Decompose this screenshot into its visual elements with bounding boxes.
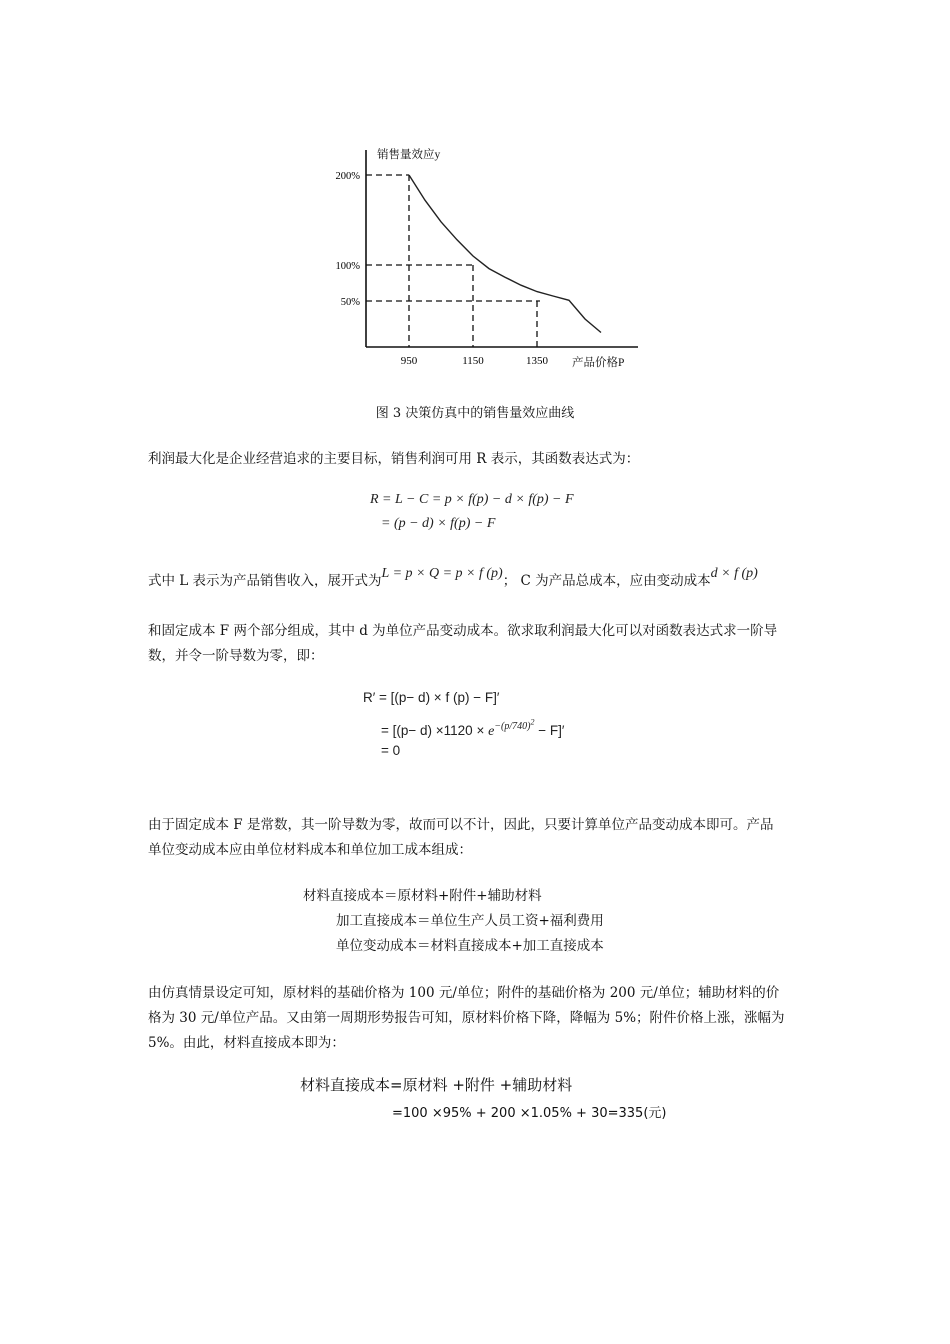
paragraph-scenario-line3: 5%。由此，材料直接成本即为：: [148, 1035, 345, 1051]
calculation-line1: 材料直接成本=原材料 +附件 +辅助材料: [300, 1076, 573, 1094]
equation-profit-line1: R = L − C = p × f(p) − d × f(p) − F: [370, 492, 574, 507]
definition-unit-variable-cost: 单位变动成本＝材料直接成本+加工直接成本: [336, 938, 604, 954]
paragraph-derivative-line1: 和固定成本 F 两个部分组成，其中 d 为单位产品变动成本。欲求取利润最大化可以对函数表达式求一阶导: [148, 623, 778, 639]
x-tick-label: 1350: [526, 355, 548, 367]
equation-derivative-line1: R′ = [(p− d) × f (p) − F]′: [363, 690, 500, 705]
y-axis-label: 销售量效应y: [377, 149, 441, 161]
expansion-expr-variable-cost: d × f (p): [710, 566, 758, 581]
eq2-exponent: −(p/740)2: [494, 718, 535, 733]
sales-effect-curve: [409, 175, 601, 333]
expansion-text-b: ； C 为产品总成本，应由变动成本: [502, 573, 711, 589]
eq2-part-b: − F]′: [534, 722, 565, 738]
equation-profit-line2: = (p − d) × f(p) − F: [381, 516, 496, 531]
expansion-text-a: 式中 L 表示为产品销售收入，展开式为: [148, 573, 382, 589]
y-tick-label: 100%: [335, 261, 360, 272]
paragraph-scenario-line1: 由仿真情景设定可知，原材料的基础价格为 100 元/单位；附件的基础价格为 200 元/单位；辅助材料的价: [148, 985, 780, 1001]
eq2-part-a: = [(p− d) ×1120 ×: [381, 722, 485, 738]
calculation-line2: =100 ×95% + 200 ×1.05% + 30=335(元): [392, 1106, 667, 1121]
paragraph-scenario-line2: 格为 30 元/单位产品。又由第一周期形势报告可知，原材料价格下降，降幅为 5%；附件价格上涨，涨幅为: [148, 1010, 785, 1026]
sales-effect-chart: [300, 130, 660, 380]
eq2-square: 2: [530, 718, 535, 727]
expansion-expr-revenue: L = p × Q = p × f (p): [381, 566, 503, 581]
x-tick-label: 950: [400, 355, 418, 367]
eq2-exp-base: e: [488, 723, 495, 739]
paragraph-fixed-cost-line1: 由于固定成本 F 是常数，其一阶导数为零，故而可以不计，因此，只要计算单位产品变动成本即可。产品: [148, 817, 774, 833]
definition-material-cost: 材料直接成本＝原材料+附件+辅助材料: [303, 888, 542, 904]
y-tick-label: 50%: [340, 297, 360, 308]
x-tick-label: 1150: [462, 355, 484, 367]
equation-derivative-line2: [381, 718, 564, 740]
paragraph-profit: 利润最大化是企业经营追求的主要目标，销售利润可用 R 表示，其函数表达式为：: [148, 451, 640, 467]
definition-processing-cost: 加工直接成本＝单位生产人员工资+福利费用: [336, 913, 604, 929]
paragraph-fixed-cost-line2: 单位变动成本应由单位材料成本和单位加工成本组成：: [148, 842, 472, 858]
paragraph-expansion: [148, 568, 758, 595]
x-axis-label: 产品价格P: [572, 357, 625, 369]
figure-caption: 图 3 决策仿真中的销售量效应曲线: [375, 406, 575, 421]
y-tick-label: 200%: [335, 171, 360, 182]
equation-derivative-line3: = 0: [381, 743, 401, 758]
paragraph-derivative-line2: 数，并令一阶导数为零，即：: [148, 648, 324, 664]
